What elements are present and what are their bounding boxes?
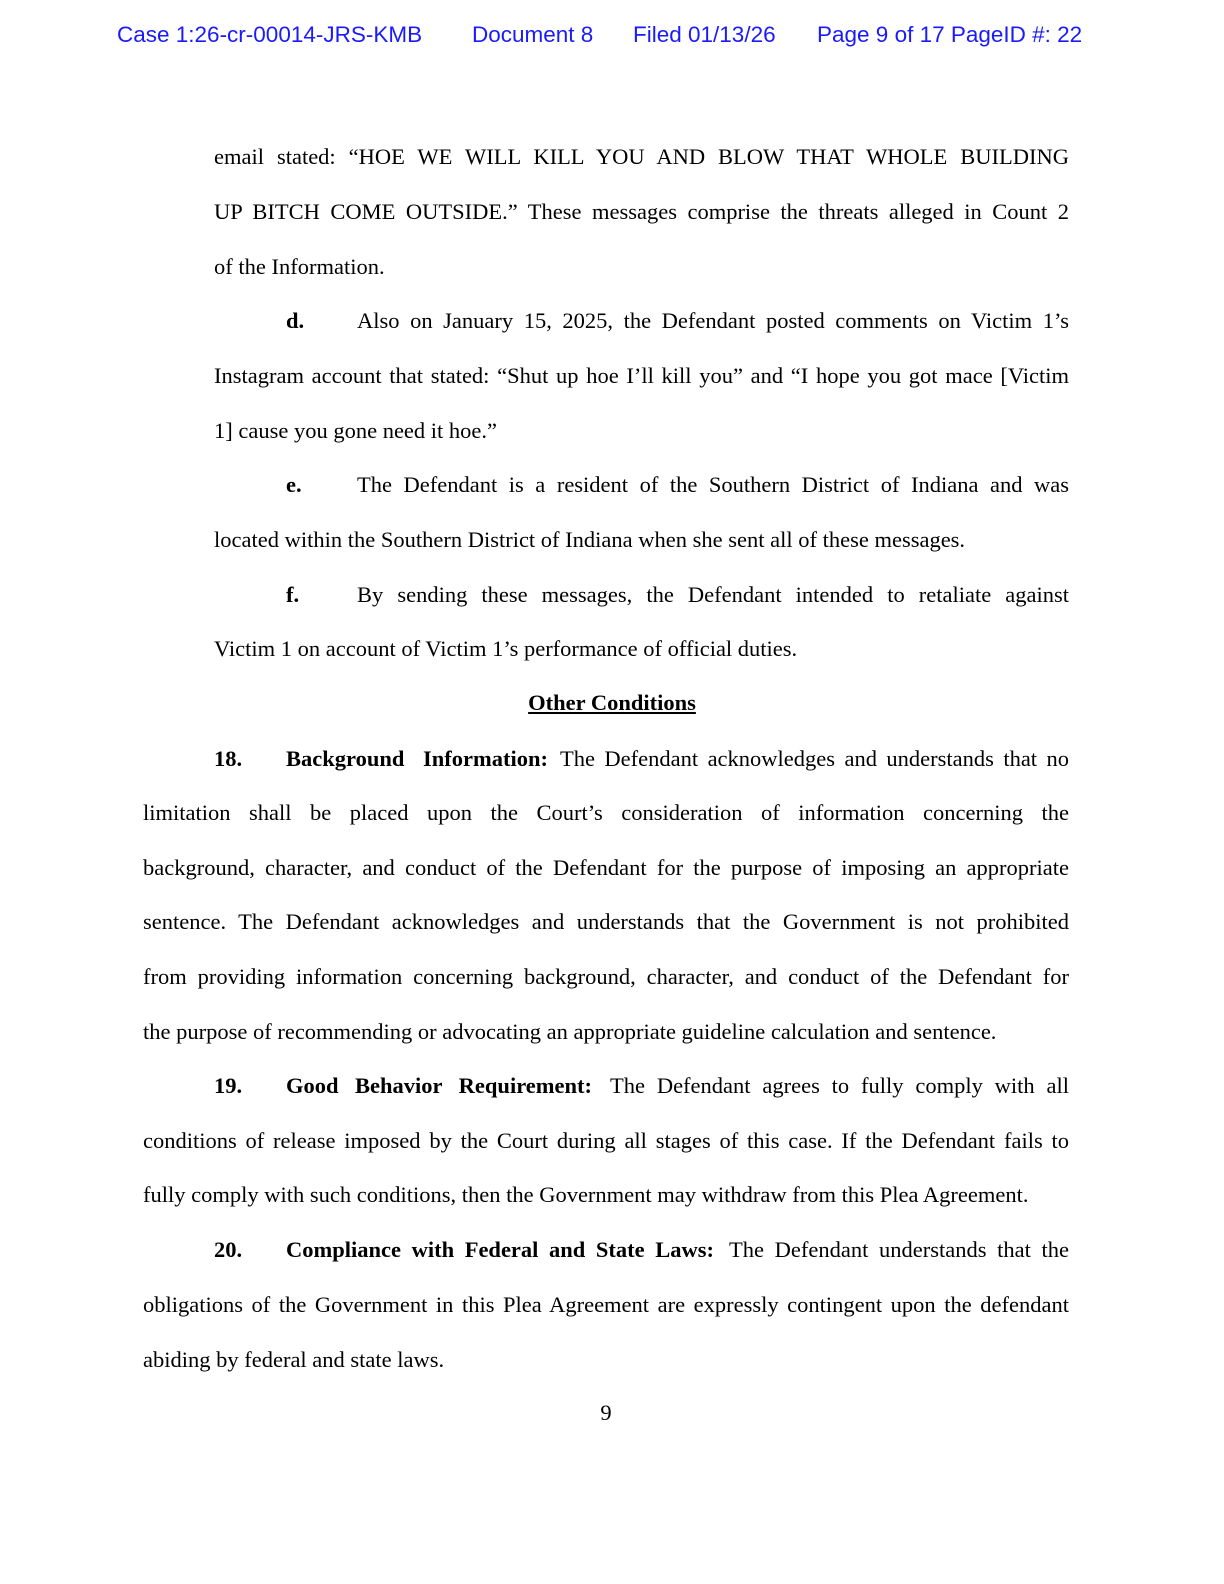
body-line: sentence. The Defendant acknowledges and understands that the Government is not prohibited [143, 909, 1069, 934]
body-line: email stated: “HOE WE WILL KILL YOU AND BLOW THAT WHOLE BUILDING [214, 144, 1069, 169]
numbered-paragraph [0, 1235, 1224, 1265]
item-first-line: By sending these messages, the Defendant intended to retaliate against [357, 582, 1069, 607]
page-number: 9 [600, 1400, 612, 1425]
item-first-line: The Defendant is a resident of the Southern District of Indiana and was [357, 472, 1069, 497]
body-line: of the Information. [214, 254, 385, 279]
body-line: from providing information concerning background, character, and conduct of the Defendant for [143, 964, 1069, 989]
document-number: Document 8 [472, 22, 594, 47]
body-line: limitation shall be placed upon the Court’s consideration of information concerning the [143, 800, 1069, 825]
body-line: obligations of the Government in this Plea Agreement are expressly contingent upon the defendant [143, 1292, 1069, 1317]
page-id: Page 9 of 17 PageID #: 22 [817, 22, 1083, 47]
ecf-header-stamp [0, 22, 1224, 54]
paragraph-first-line: The Defendant acknowledges and understands that no [560, 746, 1069, 771]
paragraph-number: 18. [214, 746, 243, 771]
list-item [0, 470, 1224, 500]
body-line: UP BITCH COME OUTSIDE.” These messages comprise the threats alleged in Count 2 [214, 199, 1069, 224]
body-line: Instagram account that stated: “Shut up hoe I’ll kill you” and “I hope you got mace [Victim [214, 363, 1069, 388]
body-line: Victim 1 on account of Victim 1’s performance of official duties. [214, 636, 798, 661]
body-line: the purpose of recommending or advocating an appropriate guideline calculation and sentence. [143, 1019, 997, 1044]
body-line: abiding by federal and state laws. [143, 1347, 445, 1372]
paragraph-title: Background Information: [286, 746, 548, 771]
item-label: f. [286, 582, 300, 607]
numbered-paragraph [0, 1071, 1224, 1101]
numbered-paragraph [0, 744, 1224, 774]
filed-date: Filed 01/13/26 [633, 22, 776, 47]
paragraph-first-line: The Defendant understands that the [729, 1237, 1069, 1262]
paragraph-first-line: The Defendant agrees to fully comply with all [610, 1073, 1069, 1098]
body-line: located within the Southern District of Indiana when she sent all of these messages. [214, 527, 966, 552]
paragraph-number: 20. [214, 1237, 243, 1262]
list-item [0, 306, 1224, 336]
body-line: background, character, and conduct of the Defendant for the purpose of imposing an appropriate [143, 855, 1069, 880]
item-label: e. [286, 472, 302, 497]
paragraph-number: 19. [214, 1073, 243, 1098]
body-line: 1] cause you gone need it hoe.” [214, 418, 498, 443]
list-item [0, 580, 1224, 610]
section-heading: Other Conditions [528, 690, 696, 715]
paragraph-title: Compliance with Federal and State Laws: [286, 1237, 714, 1262]
paragraph-title: Good Behavior Requirement: [286, 1073, 592, 1098]
case-number: Case 1:26-cr-00014-JRS-KMB [117, 22, 423, 47]
item-first-line: Also on January 15, 2025, the Defendant posted comments on Victim 1’s [357, 308, 1069, 333]
body-line: fully comply with such conditions, then the Government may withdraw from this Plea Agreement. [143, 1182, 1029, 1207]
body-line: conditions of release imposed by the Court during all stages of this case. If the Defendant fails to [143, 1128, 1069, 1153]
item-label: d. [286, 308, 305, 333]
